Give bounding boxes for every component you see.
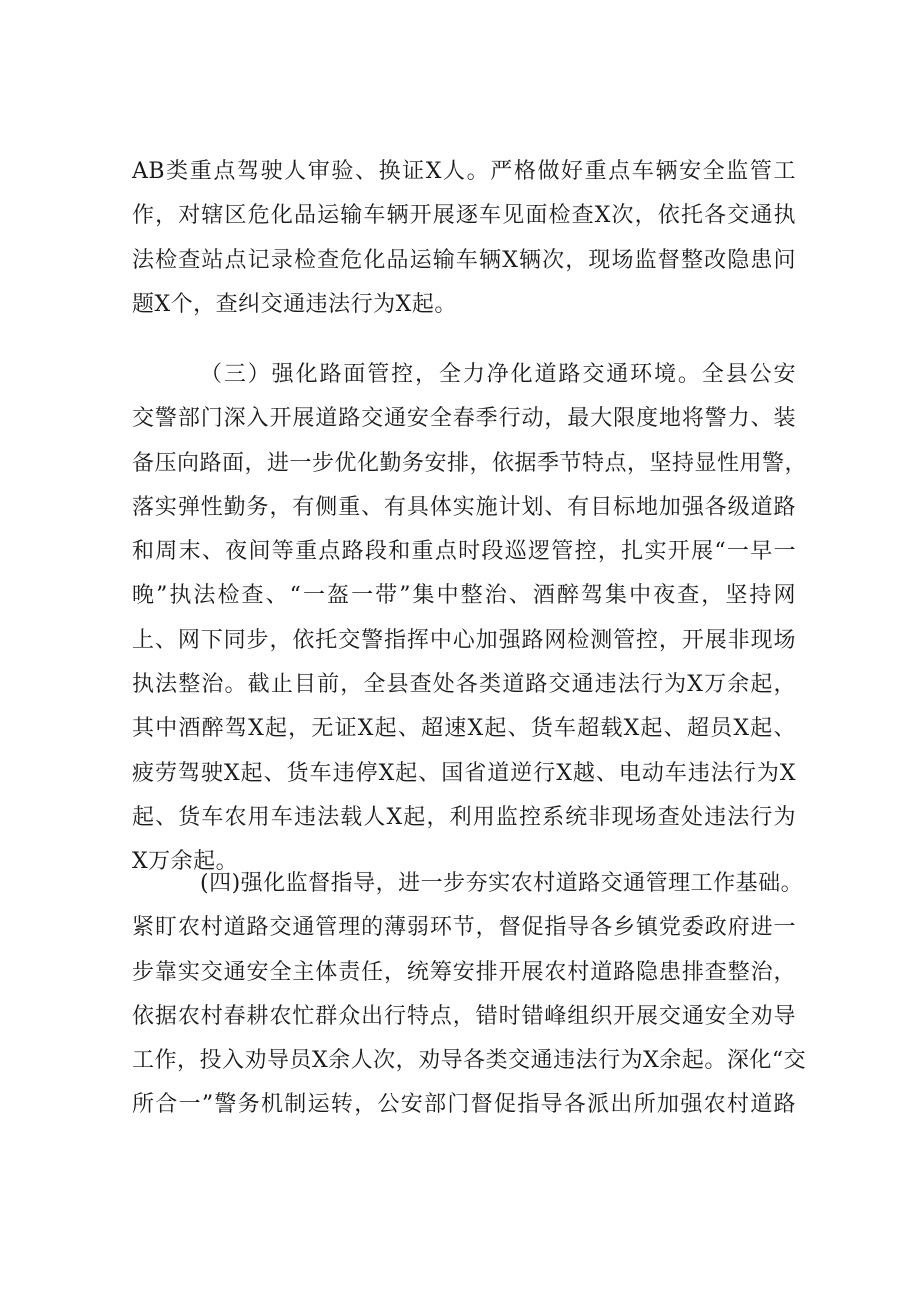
section-heading-line: （三）强化路面管控，全力净化道路交通环境。全县公安 bbox=[200, 362, 796, 387]
text-line: 起、货车农用车违法载人X起，利用监控系统非现场查处违法行为 bbox=[132, 804, 796, 830]
text-line: 疲劳驾驶X起、货车违停X起、国省道逆行X越、电动车违法行为X bbox=[132, 760, 796, 786]
text-line: 作，对辖区危化品运输车辆开展逐车见面检查X次，依托各交通执 bbox=[132, 203, 796, 229]
text-line: 执法整治。截止目前，全县查处各类道路交通违法行为X万余起， bbox=[132, 672, 796, 698]
text-line: 交警部门深入开展道路交通安全春季行动，最大限度地将警力、装 bbox=[132, 406, 796, 432]
text-line: 工作，投入劝导员X余人次，劝导各类交通违法行为X余起。深化“交 bbox=[132, 1048, 807, 1074]
text-line: 落实弹性勤务，有侧重、有具体实施计划、有目标地加强各级道路 bbox=[132, 494, 796, 520]
text-line: 上、网下同步，依托交警指挥中心加强路网检测管控，开展非现场 bbox=[132, 627, 796, 653]
text-line: 步靠实交通安全主体责任，统筹安排开展农村道路隐患排查整治， bbox=[132, 959, 796, 985]
paragraph-vehicle-supervision bbox=[132, 150, 796, 327]
text-line: 其中酒醉驾X起，无证X起、超速X起、货车超载X起、超员X起、 bbox=[132, 716, 796, 742]
text-line: X万余起。 bbox=[132, 849, 239, 875]
text-line: AB类重点驾驶人审验、换证X人。严格做好重点车辆安全监管工 bbox=[132, 159, 796, 184]
text-line: 晚”执法检查、“一盔一带”集中整治、酒醉驾集中夜查，坚持网 bbox=[132, 583, 796, 609]
text-line: 法检查站点记录检查危化品运输车辆X辆次，现场监督整改隐患问 bbox=[132, 247, 796, 273]
text-line: 所合一”警务机制运转，公安部门督促指导各派出所加强农村道路 bbox=[132, 1092, 796, 1118]
text-line: 依据农村春耕农忙群众出行特点，错时错峰组织开展交通安全劝导 bbox=[132, 1003, 796, 1029]
text-line: 紧盯农村道路交通管理的薄弱环节，督促指导各乡镇党委政府进一 bbox=[132, 915, 796, 941]
paragraph-road-control bbox=[132, 353, 808, 885]
text-line: 和周末、夜间等重点路段和重点时段巡逻管控，扎实开展“一早一 bbox=[132, 539, 796, 565]
text-line: 备压向路面，进一步优化勤务安排，依据季节特点，坚持显性用警， bbox=[132, 450, 808, 476]
text-line: 题X个，查纠交通违法行为X起。 bbox=[132, 291, 457, 317]
section-heading-line: (四)强化监督指导，进一步夯实农村道路交通管理工作基础。 bbox=[200, 871, 804, 896]
paragraph-supervision-guidance bbox=[132, 862, 807, 1128]
